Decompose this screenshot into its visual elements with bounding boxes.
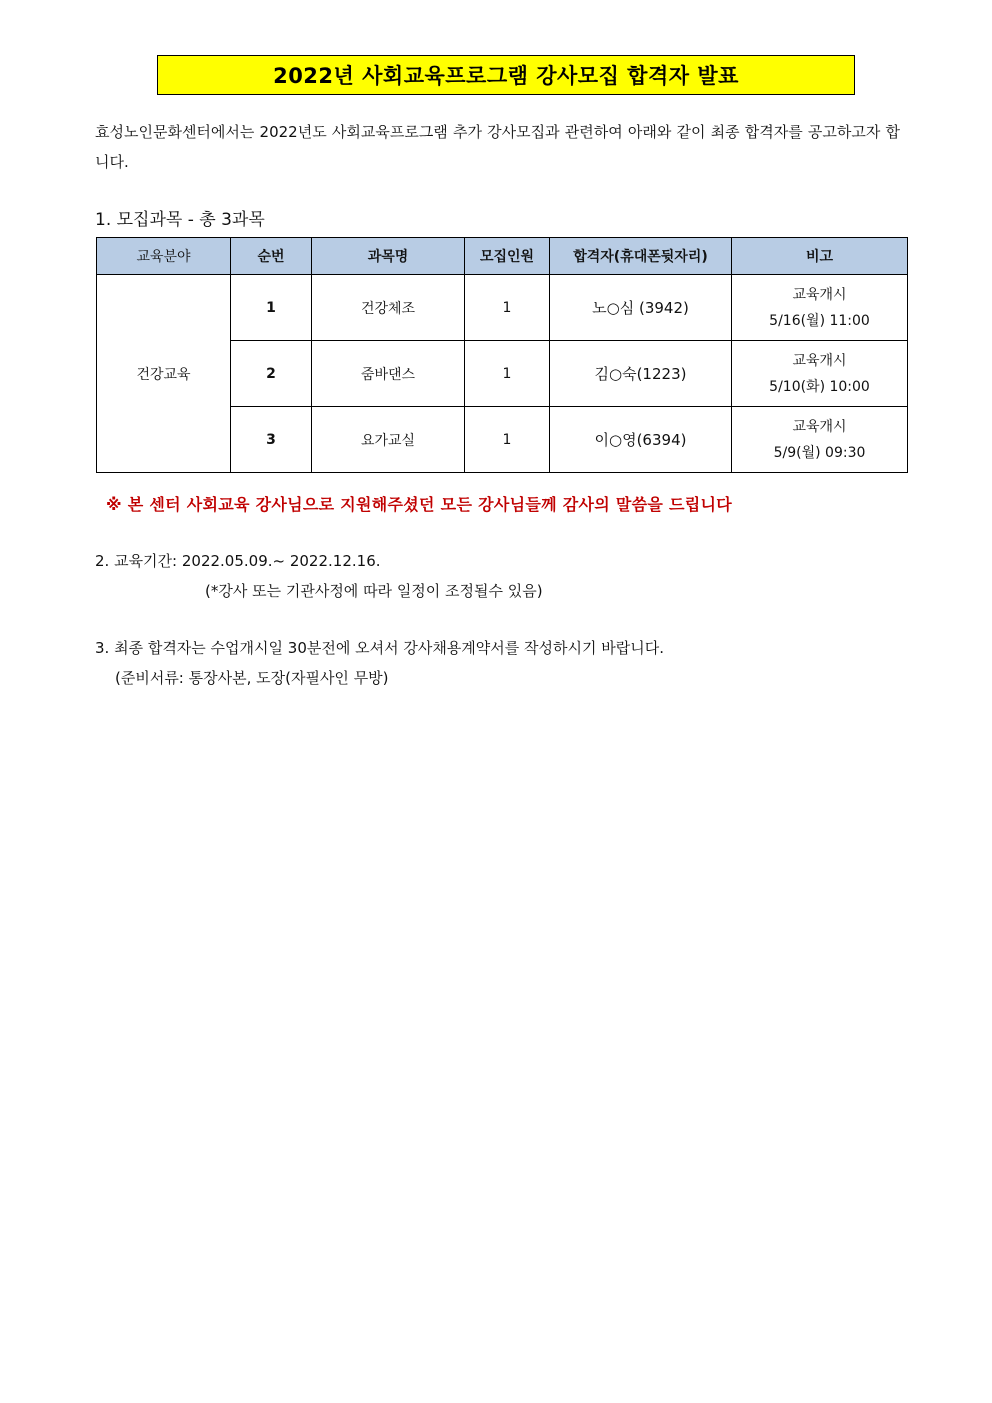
note-cell — [732, 275, 908, 341]
contract-instruction: 3. 최종 합격자는 수업개시일 30분전에 오셔서 강사채용계약서를 작성하시기 바랍니다. — [95, 639, 664, 657]
header-field: 교육분야 — [97, 238, 231, 275]
note-label: 교육개시 — [792, 286, 847, 303]
schedule-note: (*강사 또는 기관사정에 따라 일정이 조정될수 있음) — [205, 582, 543, 600]
intro-paragraph: 효성노인문화센터에서는 2022년도 사회교육프로그램 추가 강사모집과 관련하여 아래와 같이 최종 합격자를 공고하고자 합니다. — [95, 123, 900, 171]
no-cell: 3 — [231, 407, 312, 473]
title-banner — [157, 55, 855, 95]
header-no: 순번 — [231, 238, 312, 275]
note-label: 교육개시 — [792, 352, 847, 369]
header-course: 과목명 — [312, 238, 465, 275]
note-label: 교육개시 — [792, 418, 847, 435]
note-datetime: 5/10(화) 10:00 — [769, 378, 870, 395]
page-title: 2022년 사회교육프로그램 강사모집 합격자 발표 — [273, 64, 739, 88]
count-cell: 1 — [465, 275, 550, 341]
passer-cell: 김○숙(1223) — [550, 341, 732, 407]
note-datetime: 5/9(월) 09:30 — [773, 444, 866, 461]
table-row — [97, 275, 908, 341]
section1-heading: 1. 모집과목 - 총 3과목 — [95, 210, 265, 230]
courses-table — [96, 237, 908, 473]
note-cell — [732, 341, 908, 407]
course-cell: 건강체조 — [312, 275, 465, 341]
no-cell: 1 — [231, 275, 312, 341]
header-count: 모집인원 — [465, 238, 550, 275]
course-cell: 줌바댄스 — [312, 341, 465, 407]
header-note: 비고 — [732, 238, 908, 275]
no-cell: 2 — [231, 341, 312, 407]
education-period: 2. 교육기간: 2022.05.09.~ 2022.12.16. — [95, 552, 381, 570]
note-datetime: 5/16(월) 11:00 — [769, 312, 870, 329]
course-cell: 요가교실 — [312, 407, 465, 473]
count-cell: 1 — [465, 407, 550, 473]
table-header-row — [97, 238, 908, 275]
header-passer: 합격자(휴대폰뒷자리) — [550, 238, 732, 275]
passer-cell: 이○영(6394) — [550, 407, 732, 473]
thanks-notice: ※ 본 센터 사회교육 강사님으로 지원해주셨던 모든 강사님들께 감사의 말씀을 드립니다 — [106, 495, 733, 514]
required-documents: (준비서류: 통장사본, 도장(자필사인 무방) — [115, 669, 389, 687]
passer-cell: 노○심 (3942) — [550, 275, 732, 341]
note-cell — [732, 407, 908, 473]
field-cell: 건강교육 — [97, 275, 231, 473]
count-cell: 1 — [465, 341, 550, 407]
